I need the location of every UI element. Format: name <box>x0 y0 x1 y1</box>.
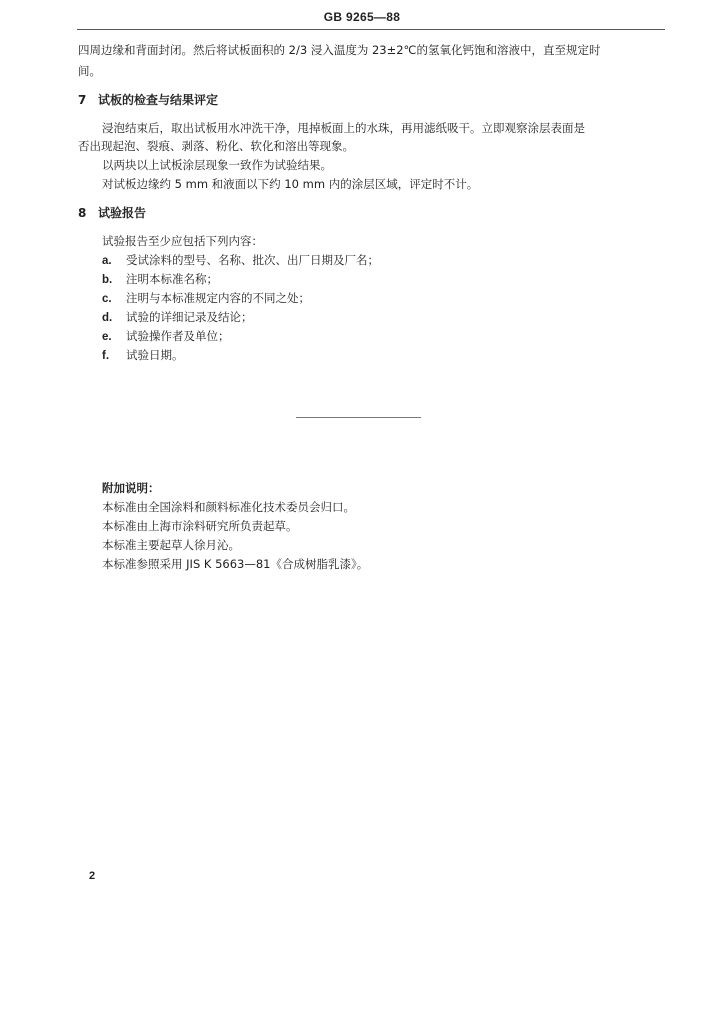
section-8-intro: 试验报告至少应包括下列内容： <box>102 234 263 248</box>
list-item <box>102 252 379 269</box>
list-item <box>102 328 230 345</box>
notes-line-3: 本标准主要起草人徐月沁。 <box>102 538 240 552</box>
section-7-title: 试板的检查与结果评定 <box>98 93 219 107</box>
list-item-text: 注明与本标准规定内容的不同之处； <box>126 291 310 305</box>
list-item-mark: a. <box>102 255 112 267</box>
section-7-heading <box>78 92 218 108</box>
section-7-para-2: 以两块以上试板涂层现象一致作为试验结果。 <box>102 158 332 172</box>
section-7-number: 7 <box>78 93 87 107</box>
list-item-text: 试验的详细记录及结论； <box>126 310 253 324</box>
notes-title: 附加说明： <box>102 481 160 495</box>
list-item <box>102 271 218 288</box>
list-item-mark: b. <box>102 274 113 286</box>
notes-line-2: 本标准由上海市涂料研究所负责起草。 <box>102 519 298 533</box>
end-divider <box>296 417 421 418</box>
list-item-text: 受试涂料的型号、名称、批次、出厂日期及厂名； <box>126 253 379 267</box>
section-7-para-1-line-1: 浸泡结束后，取出试板用水冲洗干净，甩掉板面上的水珠，再用滤纸吸干。立即观察涂层表面是 <box>102 121 585 135</box>
list-item-text: 试验操作者及单位； <box>126 329 230 343</box>
list-item-mark: c. <box>102 293 112 305</box>
list-item-text: 注明本标准名称； <box>126 272 218 286</box>
list-item-mark: f. <box>102 350 110 362</box>
list-item <box>102 347 184 364</box>
notes-line-1: 本标准由全国涂料和颜料标准化技术委员会归口。 <box>102 500 355 514</box>
page-number: 2 <box>89 870 96 882</box>
list-item <box>102 290 310 307</box>
section-8-title: 试验报告 <box>98 206 147 220</box>
list-item-mark: e. <box>102 331 112 343</box>
section-7-para-3: 对试板边缘约 5 mm 和液面以下约 10 mm 内的涂层区域，评定时不计。 <box>102 177 479 191</box>
notes-line-4: 本标准参照采用 JIS K 5663—81《合成树脂乳漆》。 <box>102 557 369 571</box>
section-8-number: 8 <box>78 206 87 220</box>
list-item <box>102 309 253 326</box>
list-item-mark: d. <box>102 312 113 324</box>
standard-number-header: GB 9265—88 <box>323 10 401 24</box>
intro-line-2: 间。 <box>78 64 101 78</box>
section-8-heading <box>78 205 146 221</box>
header-divider <box>77 29 665 30</box>
intro-line-1: 四周边缘和背面封闭。然后将试板面积的 2/3 浸入温度为 23±2℃的氢氧化钙饱和溶液中，直至规定时 <box>78 43 601 57</box>
list-item-text: 试验日期。 <box>126 348 184 362</box>
section-7-para-1-line-2: 否出现起泡、裂痕、剥落、粉化、软化和溶出等现象。 <box>78 139 354 153</box>
